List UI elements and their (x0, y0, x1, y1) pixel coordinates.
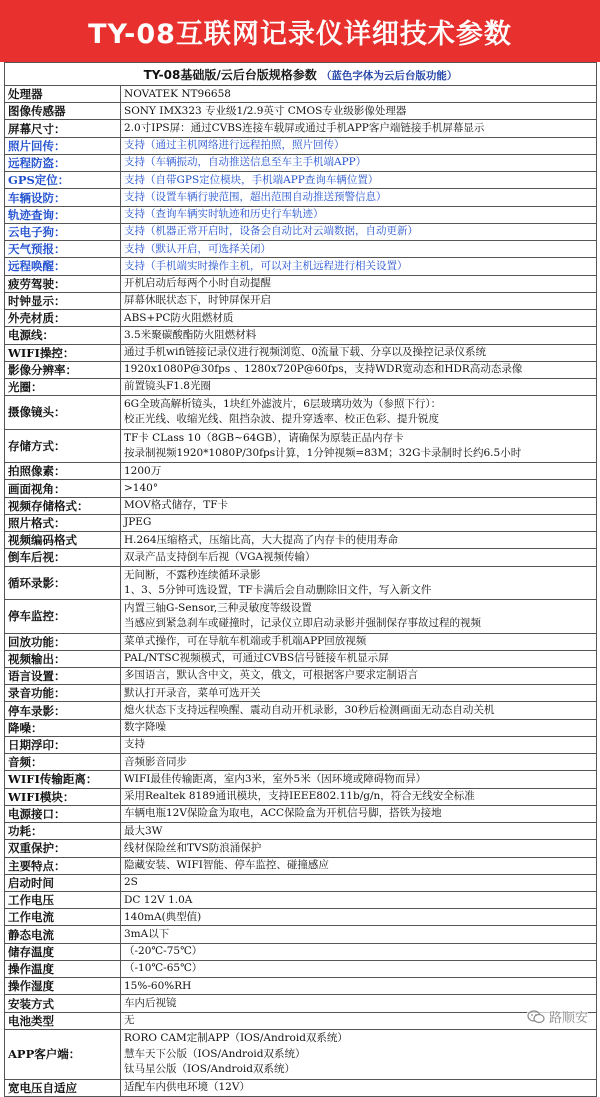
spec-value-line: 开机启动后每两个小时自动提醒 (124, 277, 271, 290)
spec-value-line: 2.0寸IPS屏：通过CVBS连接车载屏或通过手机APP客户端链接手机屏幕显示 (124, 121, 485, 134)
spec-label: 处理器 (5, 86, 121, 103)
page-title: TY-08互联网记录仪详细技术参数 (88, 18, 512, 50)
spec-label: 图像传感器 (5, 103, 121, 120)
spec-value-line: 默认打开录音，菜单可选开关 (124, 686, 261, 699)
spec-label: 电源线： (5, 327, 121, 344)
spec-value-line: 内置三轴G-Sensor,三种灵敏度等级设置 (124, 602, 312, 615)
spec-value-line: 适配车内供电环境（12V） (124, 1081, 250, 1094)
spec-row (5, 103, 597, 120)
spec-value-line: （-10℃-65℃） (124, 962, 203, 975)
spec-label: 画面视角： (5, 480, 121, 497)
spec-row (5, 1079, 597, 1096)
spec-value-line: 线材保险丝和TVS防浪涌保护 (124, 841, 262, 854)
spec-value-line: TF卡 CLass 10（8GB~64GB），请确保为原装正品内存卡 (124, 431, 404, 444)
spec-value-line: 支持（自带GPS定位模块，手机端APP查询车辆位置） (124, 173, 379, 186)
spec-label: 降噪： (5, 719, 121, 736)
spec-label: 电池类型 (5, 1012, 121, 1029)
spec-value-line: 菜单式操作，可在导航车机端或手机端APP回放视频 (124, 635, 367, 647)
spec-row (5, 857, 597, 874)
spec-value (121, 685, 597, 702)
spec-value (121, 549, 597, 566)
spec-value-line: 熄火状态下支持远程唤醒、震动自动开机录影，30秒后检测画面无动态自动关机 (124, 703, 495, 716)
spec-value-line: 140mA(典型值) (124, 910, 202, 923)
spec-value (121, 633, 597, 650)
spec-value-line: 3mA以下 (124, 927, 170, 940)
spec-label: 主要特点： (5, 857, 121, 874)
spec-value-line: 校正光线、收缩光线、阻挡杂波、提升穿透率、校正色彩、提升锐度 (124, 413, 439, 426)
spec-value-line: 支持（手机端实时操作主机，可以对主机远程进行相关设置） (124, 259, 408, 272)
spec-label: 启动时间 (5, 874, 121, 891)
spec-row (5, 892, 597, 909)
spec-value (121, 172, 597, 189)
spec-label: 疲劳驾驶： (5, 275, 121, 292)
spec-value (121, 943, 597, 960)
spec-value-line: 2S (124, 876, 138, 889)
spec-value-line: H.264压缩格式，压缩比高，大大提高了内存卡的使用寿命 (124, 533, 399, 546)
spec-label: 影像分辨率： (5, 361, 121, 378)
spec-value-line: 屏幕休眠状态下，时钟屏保开启 (124, 294, 271, 307)
spec-row (5, 429, 597, 462)
spec-label: 停车录影： (5, 702, 121, 719)
spec-value (121, 874, 597, 891)
spec-label: 天气预报： (5, 241, 121, 258)
spec-label: 储存温度 (5, 943, 121, 960)
spec-value (121, 103, 597, 120)
spec-row (5, 532, 597, 549)
spec-value-line: 支持（默认开启，可选择关闭） (124, 242, 271, 255)
spec-value (121, 120, 597, 137)
spec-value (121, 361, 597, 378)
spec-value-line: 最大3W (124, 824, 163, 837)
watermark-text: 路顺安 (548, 1011, 588, 1026)
spec-value (121, 292, 597, 309)
spec-label: 远程防盗： (5, 154, 121, 171)
header-banner (0, 0, 600, 62)
spec-value-line: （-20℃-75℃） (124, 945, 203, 958)
spec-value-line: RORO CAM定制APP（IOS/Android双系统） (124, 1032, 348, 1045)
spec-label: GPS定位： (5, 172, 121, 189)
spec-value (121, 650, 597, 667)
spec-value-line: 通过手机wifi链接记录仪进行视频浏览、0流量下载、分享以及操控记录仪系统 (124, 346, 487, 359)
spec-row (5, 463, 597, 480)
spec-row (5, 189, 597, 206)
spec-row (5, 549, 597, 566)
spec-value (121, 154, 597, 171)
spec-value (121, 275, 597, 292)
spec-value-line: 双录产品支持倒车后视（VGA视频传输） (124, 550, 316, 563)
spec-value (121, 463, 597, 480)
spec-value-line: 1920x1080P@30fps 、1280x720P@60fps，支持WDR宽动态和HDR高动态录像 (124, 363, 523, 376)
spec-value (121, 258, 597, 275)
spec-value (121, 327, 597, 344)
spec-label: WIFI模块： (5, 788, 121, 805)
spec-label: 回放功能： (5, 633, 121, 650)
spec-label: 录音功能： (5, 685, 121, 702)
spec-label: 宽电压自适应 (5, 1079, 121, 1096)
spec-value (121, 823, 597, 840)
spec-table (4, 62, 597, 1097)
spec-value (121, 514, 597, 531)
spec-label: 轨迹查询： (5, 206, 121, 223)
spec-value-line: 前置镜头F1.8光圈 (124, 380, 211, 393)
spec-value (121, 667, 597, 684)
spec-label: 远程唤醒： (5, 258, 121, 275)
spec-row (5, 137, 597, 154)
spec-value-line: 6G全玻高解析镜头，1块红外滤波片，6层玻璃功效为（参照下行）： (124, 398, 442, 411)
spec-row (5, 600, 597, 633)
spec-value-line: 车辆电瓶12V保险盒为取电，ACC保险盒为开机信号脚，搭铁为接地 (124, 807, 442, 820)
spec-label: 照片回传： (5, 137, 121, 154)
spec-row (5, 361, 597, 378)
spec-label: 操作温度 (5, 960, 121, 977)
spec-label: 屏幕尺寸： (5, 120, 121, 137)
spec-label: 工作电流 (5, 909, 121, 926)
spec-row (5, 995, 597, 1012)
spec-value (121, 189, 597, 206)
spec-row (5, 86, 597, 103)
spec-label: 视频输出： (5, 650, 121, 667)
spec-value-line: 隐藏安装、WIFI智能、停车监控、碰撞感应 (124, 859, 329, 872)
spec-row (5, 344, 597, 361)
spec-value (121, 702, 597, 719)
spec-row (5, 978, 597, 995)
spec-row (5, 1029, 597, 1079)
spec-label: 云电子狗： (5, 223, 121, 240)
spec-value-line: 3.5米聚碳酸酯防火阻燃材料 (124, 328, 257, 341)
spec-row (5, 736, 597, 753)
spec-row (5, 514, 597, 531)
spec-value-line: 当感应到紧急刹车或碰撞时，记录仪立即启动录影并强制保存事故过程的视频 (124, 617, 481, 630)
spec-value (121, 754, 597, 771)
spec-value (121, 840, 597, 857)
spec-row (5, 310, 597, 327)
spec-value (121, 1079, 597, 1096)
spec-row (5, 874, 597, 891)
spec-row (5, 241, 597, 258)
spec-row (5, 120, 597, 137)
spec-label: 双重保护： (5, 840, 121, 857)
spec-value (121, 771, 597, 788)
spec-row (5, 650, 597, 667)
spec-value-line: NOVATEK NT96658 (124, 87, 231, 100)
spec-row (5, 805, 597, 822)
watermark (527, 1007, 588, 1026)
spec-label: APP客户端： (5, 1029, 121, 1079)
spec-label: 电源接口： (5, 805, 121, 822)
spec-row (5, 685, 597, 702)
spec-value (121, 566, 597, 599)
spec-row (5, 396, 597, 429)
wechat-icon (527, 1010, 545, 1024)
spec-value (121, 480, 597, 497)
spec-value-line: 钛马星公版（IOS/Android双系统） (124, 1062, 295, 1075)
spec-value (121, 1012, 597, 1029)
spec-value (121, 909, 597, 926)
spec-label: 倒车后视： (5, 549, 121, 566)
spec-value-line: 采用Realtek 8189通讯模块，支持IEEE802.11b/g/n，符合无线安全标准 (124, 790, 475, 803)
spec-value (121, 926, 597, 943)
spec-row (5, 771, 597, 788)
spec-label: 工作电压 (5, 892, 121, 909)
spec-value (121, 978, 597, 995)
spec-value-line: 音频影音同步 (124, 755, 187, 768)
spec-value (121, 310, 597, 327)
spec-row (5, 840, 597, 857)
spec-value-line: 支持（机器正常开启时，设备会自动比对云端数据，自动更新） (124, 225, 418, 238)
spec-value (121, 960, 597, 977)
spec-value-line: 支持（设置车辆行驶范围，超出范围自动推送预警信息） (124, 190, 387, 203)
spec-value-line: 车内后视镜 (124, 996, 177, 1009)
table-title: TY-08基础版/云后台版规格参数 (143, 67, 317, 82)
spec-value-line: SONY IMX323 专业级1/2.9英寸 CMOS专业级影像处理器 (124, 104, 407, 117)
spec-row (5, 292, 597, 309)
spec-value (121, 805, 597, 822)
spec-value (121, 378, 597, 395)
spec-label: 外壳材质： (5, 310, 121, 327)
spec-label: 音频： (5, 754, 121, 771)
spec-value (121, 736, 597, 753)
spec-row (5, 823, 597, 840)
spec-value (121, 600, 597, 633)
spec-value (121, 206, 597, 223)
spec-value (121, 1029, 597, 1079)
spec-value-line: 按录制视频1920*1080P/30fps计算，1分钟视频=83M；32G卡录制时长约6.5小时 (124, 446, 522, 459)
spec-value-line: >140° (124, 481, 159, 494)
spec-label: 语言设置： (5, 667, 121, 684)
spec-value (121, 241, 597, 258)
spec-value-line: 1、3、5分钟可选设置，TF卡满后会自动删除旧文件，写入新文件 (124, 583, 432, 596)
table-note: （蓝色字体为云后台版功能） (320, 69, 458, 82)
spec-label: 摄像镜头： (5, 396, 121, 429)
spec-label: 视频存储格式： (5, 497, 121, 514)
spec-value (121, 995, 597, 1012)
spec-value (121, 532, 597, 549)
spec-row (5, 258, 597, 275)
spec-value-line: 1200万 (124, 464, 162, 477)
spec-value (121, 892, 597, 909)
spec-label: 静态电流 (5, 926, 121, 943)
spec-label: WIFI操控： (5, 344, 121, 361)
spec-row (5, 378, 597, 395)
spec-value-line: PAL/NTSC视频模式，可通过CVBS信号链接车机显示屏 (124, 652, 389, 665)
table-title-row (5, 63, 597, 86)
spec-row (5, 667, 597, 684)
spec-value (121, 857, 597, 874)
spec-row (5, 497, 597, 514)
spec-label: 存储方式： (5, 429, 121, 462)
spec-value-line: WIFI最佳传输距离，室内3米，室外5米（因环境或障碍物而异） (124, 772, 427, 785)
spec-row (5, 702, 597, 719)
spec-row (5, 909, 597, 926)
spec-row (5, 719, 597, 736)
spec-label: 车辆设防： (5, 189, 121, 206)
spec-value (121, 223, 597, 240)
spec-value-line: MOV格式储存，TF卡 (124, 499, 229, 512)
spec-row (5, 1012, 597, 1029)
spec-label: 视频编码格式 (5, 532, 121, 549)
spec-row (5, 480, 597, 497)
spec-value-line: 支持（查询车辆实时轨迹和历史行车轨迹） (124, 208, 324, 221)
spec-value (121, 719, 597, 736)
spec-label: 停车监控： (5, 600, 121, 633)
spec-value (121, 497, 597, 514)
spec-value-line: JPEG (124, 516, 152, 529)
spec-value-line: 无间断，不露秒连续循环录影 (124, 568, 261, 581)
spec-value-line: 支持（车辆振动，自动推送信息至车主手机端APP） (124, 156, 367, 169)
spec-row (5, 943, 597, 960)
spec-value (121, 137, 597, 154)
spec-row (5, 223, 597, 240)
spec-row (5, 172, 597, 189)
spec-row (5, 633, 597, 650)
spec-label: 时钟显示： (5, 292, 121, 309)
spec-row (5, 206, 597, 223)
spec-label: 拍照像素： (5, 463, 121, 480)
spec-row (5, 754, 597, 771)
spec-label: WIFI传输距离： (5, 771, 121, 788)
spec-value-line: 慧车天下公版（IOS/Android双系统） (124, 1047, 306, 1060)
spec-row (5, 566, 597, 599)
spec-row (5, 788, 597, 805)
spec-value-line: DC 12V 1.0A (124, 893, 193, 906)
spec-label: 安装方式 (5, 995, 121, 1012)
spec-value-line: 支持（通过主机网络进行远程拍照，照片回传） (124, 139, 345, 152)
spec-value-line: 数字降噪 (124, 721, 166, 734)
spec-label: 照片格式： (5, 514, 121, 531)
spec-label: 光圈： (5, 378, 121, 395)
spec-row (5, 960, 597, 977)
spec-value (121, 86, 597, 103)
spec-value (121, 429, 597, 462)
spec-label: 操作湿度 (5, 978, 121, 995)
spec-value (121, 788, 597, 805)
spec-row (5, 327, 597, 344)
spec-row (5, 275, 597, 292)
spec-value (121, 396, 597, 429)
spec-value (121, 344, 597, 361)
spec-row (5, 926, 597, 943)
spec-label: 日期浮印： (5, 736, 121, 753)
spec-value-line: 15%-60%RH (124, 979, 192, 992)
spec-value-line: 无 (124, 1014, 135, 1027)
spec-label: 功耗： (5, 823, 121, 840)
spec-value-line: 多国语言，默认含中文，英文，俄文，可根据客户要求定制语言 (124, 669, 418, 682)
spec-value-line: 支持 (124, 738, 145, 751)
spec-value-line: ABS+PC防火阻燃材质 (124, 311, 234, 324)
spec-label: 循环录影： (5, 566, 121, 599)
spec-row (5, 154, 597, 171)
